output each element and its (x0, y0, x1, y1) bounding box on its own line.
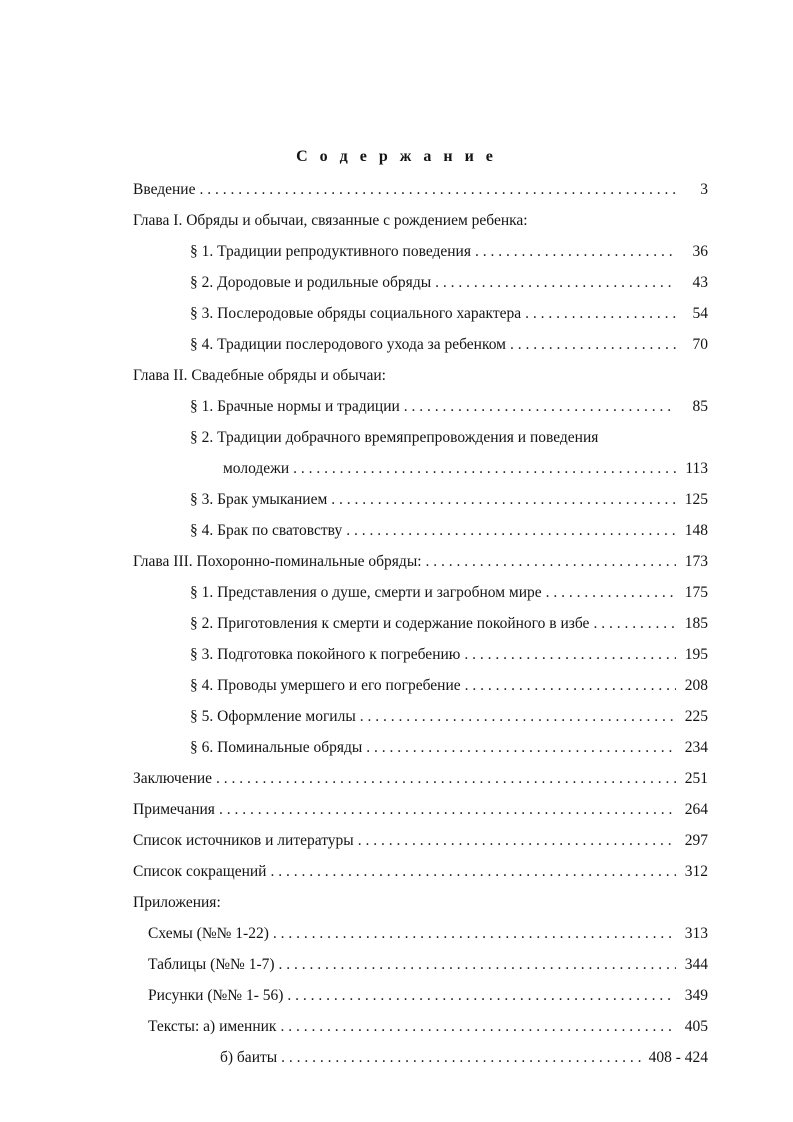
toc-label: § 2. Дородовые и родильные обряды (190, 274, 432, 291)
toc-page-number: 113 (685, 460, 708, 477)
toc-leader (358, 831, 676, 851)
toc-chapter-1 (133, 211, 708, 242)
document-title: С о д е р ж а н и е (296, 148, 497, 165)
toc-label: § 4. Проводы умершего и его погребение (190, 677, 461, 694)
toc-label: § 2. Приготовления к смерти и содержание покойного в избе (190, 615, 590, 632)
toc-page-number: 225 (684, 708, 708, 725)
toc-entry-2-1 (133, 397, 708, 428)
toc-entry-3-3 (133, 645, 708, 676)
toc-leader (293, 459, 676, 479)
toc-label: § 3. Послеродовые обряды социального характера (190, 305, 522, 322)
toc-entry-appendices (133, 893, 708, 924)
toc-leader (270, 862, 676, 882)
toc-page-number: 251 (684, 770, 708, 787)
toc-label: Схемы (№№ 1-22) (148, 925, 269, 942)
toc-label: Глава II. Свадебные обряды и обычаи: (133, 367, 386, 384)
toc-leader (281, 1048, 642, 1068)
toc-entry-2-2 (133, 428, 708, 459)
toc-entry-1-2 (133, 273, 708, 304)
toc-label: Заключение (133, 770, 213, 787)
toc-leader (331, 490, 676, 510)
toc-entry-conclusion (133, 769, 708, 800)
toc-entry-figures (133, 986, 708, 1017)
toc-page-number: 313 (684, 925, 708, 942)
toc-page-number: 405 (684, 1018, 708, 1035)
toc-label: Рисунки (№№ 1- 56) (148, 987, 284, 1004)
toc-page-number: 264 (684, 801, 708, 818)
toc-label: § 4. Традиции послеродового ухода за ребенком (190, 336, 506, 353)
toc-page-number: 3 (700, 181, 708, 198)
toc-page-number: 234 (684, 739, 708, 756)
toc-page-number: 408 - 424 (648, 1049, 708, 1066)
toc-entry-notes (133, 800, 708, 831)
toc-entry-1-4 (133, 335, 708, 366)
toc-page-number: 312 (684, 863, 708, 880)
toc-page-number: 85 (692, 398, 708, 415)
toc-page-number: 175 (684, 584, 708, 601)
toc-label: Введение (133, 181, 196, 198)
toc-leader (465, 676, 676, 696)
toc-leader (404, 397, 676, 417)
toc-label: Список источников и литературы (133, 832, 354, 849)
toc-leader (475, 242, 676, 262)
toc-entry-3-1 (133, 583, 708, 614)
toc-leader (464, 645, 676, 665)
toc-label: § 1. Брачные нормы и традиции (190, 398, 400, 415)
toc-leader (593, 614, 676, 634)
toc-entry-texts-names (133, 1017, 708, 1048)
toc-page-number: 195 (684, 646, 708, 663)
toc-entry-3-2 (133, 614, 708, 645)
toc-leader (525, 304, 676, 324)
toc-label: Глава III. Похоронно-поминальные обряды: (133, 553, 422, 570)
toc-page-number: 349 (684, 987, 708, 1004)
toc-label: Список сокращений (133, 863, 267, 880)
toc-label: Тексты: а) именник (148, 1018, 277, 1035)
toc-entry-tables (133, 955, 708, 986)
toc-chapter-2 (133, 366, 708, 397)
toc-leader (280, 1017, 676, 1037)
toc-page-number: 344 (684, 956, 708, 973)
toc-label: § 1. Традиции репродуктивного поведения (190, 243, 471, 260)
toc-entry-introduction (133, 180, 708, 211)
toc-entry-2-3 (133, 490, 708, 521)
toc-entry-3-5 (133, 707, 708, 738)
toc-label: б) баиты (220, 1049, 278, 1066)
toc-leader (510, 335, 676, 355)
toc-page-number: 173 (684, 553, 708, 570)
toc-leader (426, 552, 676, 572)
toc-label: § 2. Традиции добрачного времяпрепровождения и поведения (190, 429, 599, 446)
toc-leader (360, 707, 676, 727)
toc-leader (273, 924, 676, 944)
toc-entry-sources (133, 831, 708, 862)
toc-label: Глава I. Обряды и обычаи, связанные с рождением ребенка: (133, 212, 528, 229)
toc-entry-schemes (133, 924, 708, 955)
toc-label: § 4. Брак по сватовству (190, 522, 343, 539)
toc-chapter-3 (133, 552, 708, 583)
toc-leader (199, 180, 676, 200)
toc-leader (435, 273, 676, 293)
toc-entry-2-4 (133, 521, 708, 552)
toc-entry-1-3 (133, 304, 708, 335)
toc-leader (346, 521, 676, 541)
toc-page-number: 208 (684, 677, 708, 694)
toc-page-number: 54 (692, 305, 708, 322)
toc-leader (287, 986, 676, 1006)
toc-label: § 3. Подготовка покойного к погребению (190, 646, 461, 663)
toc-page-number: 43 (692, 274, 708, 291)
toc-entry-texts-baits (133, 1048, 708, 1079)
toc-label: Примечания (133, 801, 215, 818)
toc-label: Приложения: (133, 894, 221, 911)
toc-label: § 5. Оформление могилы (190, 708, 356, 725)
toc-label: § 1. Представления о душе, смерти и загробном мире (190, 584, 542, 601)
toc-page-number: 125 (684, 491, 708, 508)
toc-entry-3-6 (133, 738, 708, 769)
toc-label: Таблицы (№№ 1-7) (148, 956, 275, 973)
toc-leader (219, 800, 676, 820)
toc-leader (546, 583, 676, 603)
toc-label: молодежи (223, 460, 290, 477)
toc-leader (216, 769, 676, 789)
toc-entry-2-2-continued (133, 459, 708, 490)
toc-page-number: 148 (684, 522, 708, 539)
toc-page-number: 297 (684, 832, 708, 849)
toc-page-number: 36 (692, 243, 708, 260)
toc-entry-1-1 (133, 242, 708, 273)
table-of-contents (133, 180, 708, 1079)
toc-page-number: 70 (692, 336, 708, 353)
toc-label: § 6. Поминальные обряды (190, 739, 363, 756)
toc-page-number: 185 (684, 615, 708, 632)
toc-leader (366, 738, 676, 758)
toc-entry-3-4 (133, 676, 708, 707)
toc-leader (279, 955, 676, 975)
toc-label: § 3. Брак умыканием (190, 491, 328, 508)
toc-entry-abbreviations (133, 862, 708, 893)
